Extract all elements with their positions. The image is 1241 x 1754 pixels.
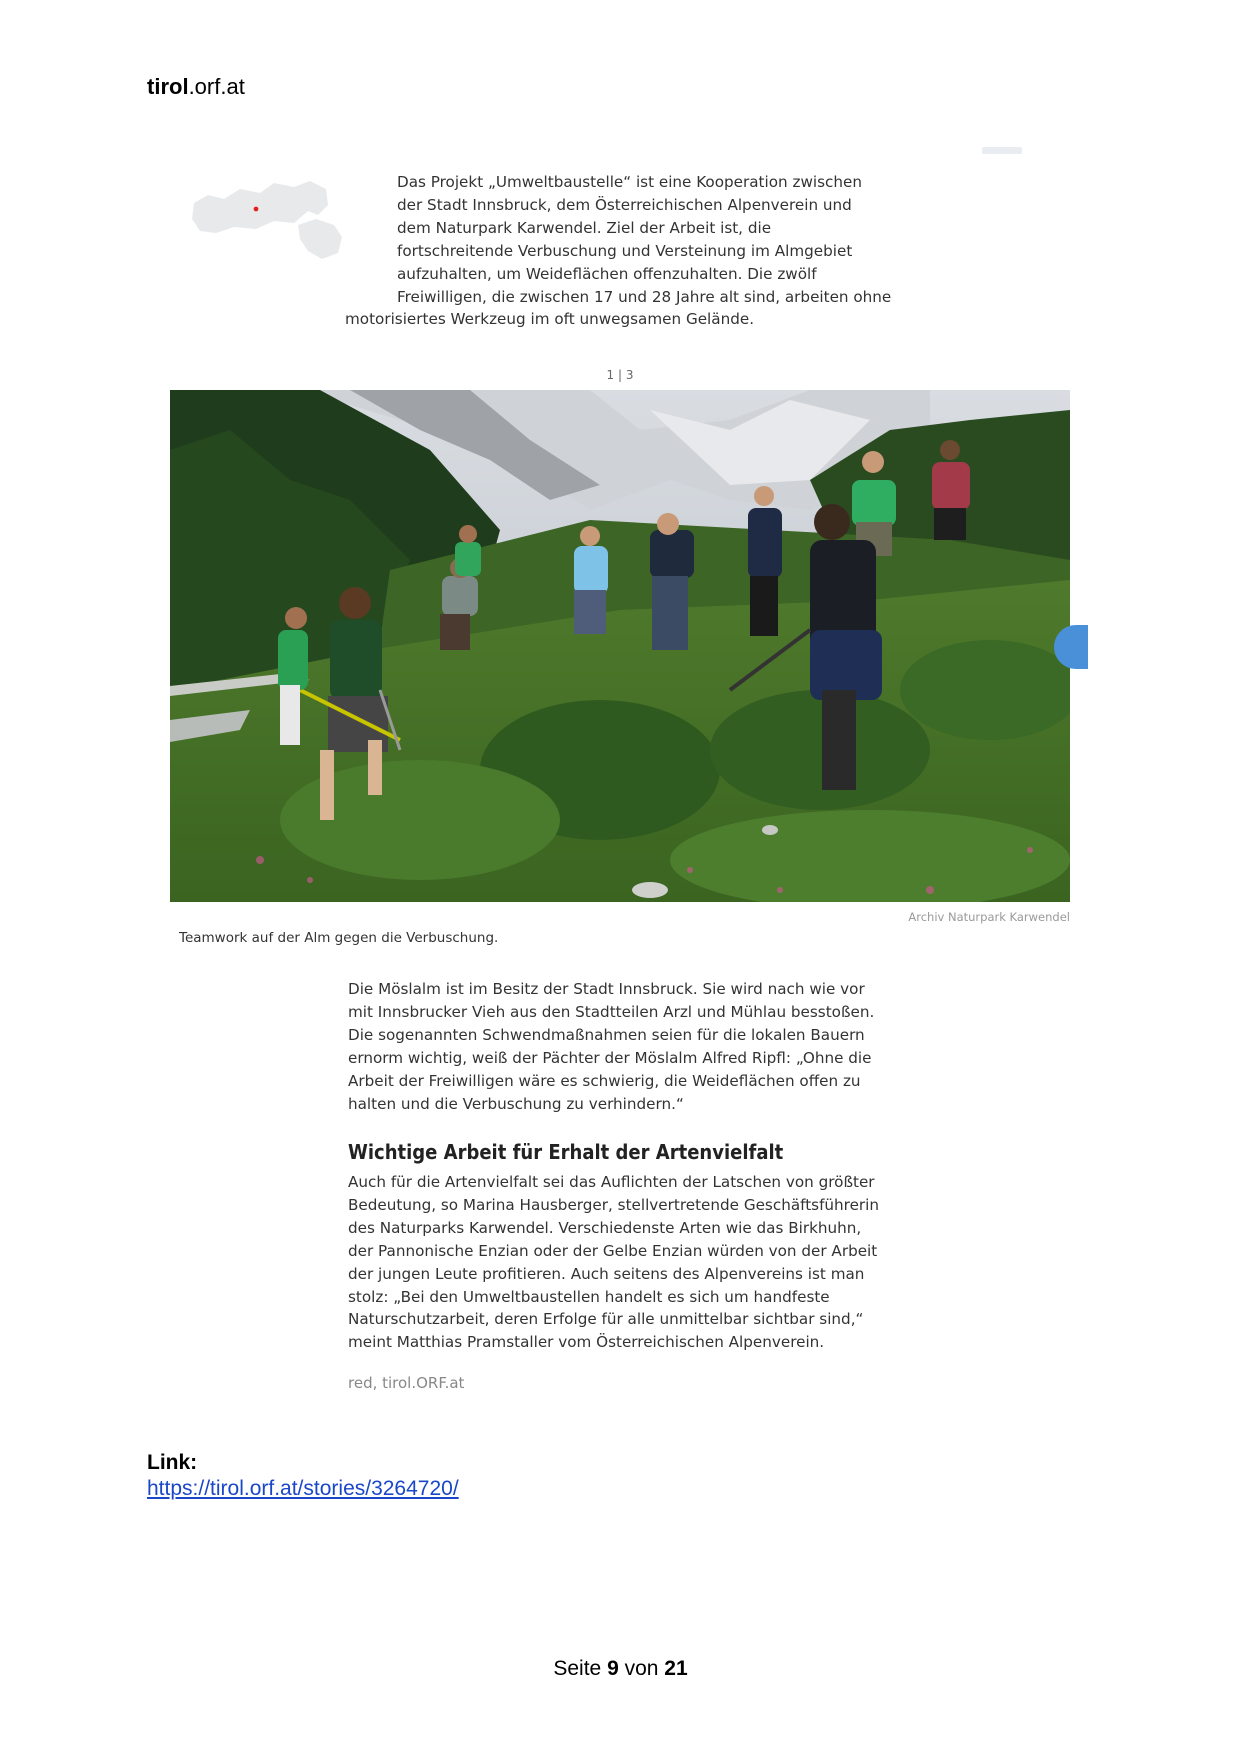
text-line: der jungen Leute profitieren. Auch seitens des Alpenvereins ist man	[348, 1264, 865, 1283]
text-line: Das Projekt „Umweltbaustelle“ ist eine Kooperation zwischen	[397, 173, 862, 191]
total-page-count: 21	[664, 1657, 688, 1680]
intro-paragraph	[345, 171, 905, 331]
text-line: Arbeit der Freiwilligen wäre es schwierig, die Weideflächen offen zu	[348, 1071, 861, 1090]
text-line: Freiwilligen, die zwischen 17 und 28 Jahre alt sind, arbeiten ohne	[397, 287, 892, 306]
text-line: Bedeutung, so Marina Hausberger, stellvertretende Geschäftsführerin	[348, 1195, 880, 1214]
source-link[interactable]: https://tirol.orf.at/stories/3264720/	[147, 1477, 459, 1500]
text-line: aufzuhalten, um Weideflächen offenzuhalten. Die zwölf	[397, 264, 817, 283]
body-paragraph	[348, 978, 908, 1115]
text-line: ernorm wichtig, weiß der Pächter der Möslalm Alfred Ripfl: „Ohne die	[348, 1048, 872, 1067]
gallery-counter: 1 | 3	[606, 368, 634, 382]
text-line: dem Naturpark Karwendel. Ziel der Arbeit ist, die	[397, 218, 772, 237]
text-line: der Stadt Innsbruck, dem Österreichischen Alpenverein und	[397, 195, 852, 214]
tyrol-map-icon	[190, 175, 350, 265]
page-footer	[0, 1657, 1241, 1681]
photo-caption: Teamwork auf der Alm gegen die Verbuschung.	[179, 930, 499, 946]
text-line: meint Matthias Pramstaller vom Österreichischen Alpenverein.	[348, 1333, 825, 1352]
current-page-number: 9	[607, 1657, 619, 1680]
text-line: Naturschutzarbeit, deren Erfolge für alle unmittelbar sichtbar sind,“	[348, 1310, 864, 1329]
text-line: stolz: „Bei den Umweltbaustellen handelt es sich um handfeste	[348, 1287, 830, 1306]
text-line: Die sogenannten Schwendmaßnahmen seien für die lokalen Bauern	[348, 1025, 865, 1044]
text-line: des Naturparks Karwendel. Verschiedenste Arten wie das Birkhuhn,	[348, 1218, 862, 1237]
footer-middle: von	[624, 1657, 659, 1680]
site-title: tirol.orf.at	[147, 74, 245, 99]
body-paragraph-2	[348, 1171, 908, 1354]
section-heading: Wichtige Arbeit für Erhalt der Artenvielfalt	[348, 1140, 784, 1164]
text-line: Die Möslalm ist im Besitz der Stadt Innsbruck. Sie wird nach wie vor	[348, 980, 865, 998]
text-line: Auch für die Artenvielfalt sei das Auflichten der Latschen von größter	[348, 1173, 875, 1191]
text-line: der Pannonische Enzian oder der Gelbe Enzian würden von der Arbeit	[348, 1241, 878, 1260]
photo-credit: Archiv Naturpark Karwendel	[908, 910, 1070, 924]
text-line: fortschreitende Verbuschung und Versteinung im Almgebiet	[397, 241, 853, 260]
footer-prefix: Seite	[553, 1657, 602, 1680]
text-line: mit Innsbrucker Vieh aus den Stadtteilen Arzl und Mühlau besstoßen.	[348, 1002, 875, 1021]
byline: red, tirol.ORF.at	[348, 1374, 465, 1392]
scroll-indicator	[982, 147, 1022, 154]
text-line: halten und die Verbuschung zu verhindern.“	[348, 1094, 684, 1113]
text-line: motorisiertes Werkzeug im oft unwegsamen Gelände.	[345, 310, 755, 329]
link-label: Link:	[147, 1451, 198, 1474]
gallery-photo	[170, 390, 1070, 902]
